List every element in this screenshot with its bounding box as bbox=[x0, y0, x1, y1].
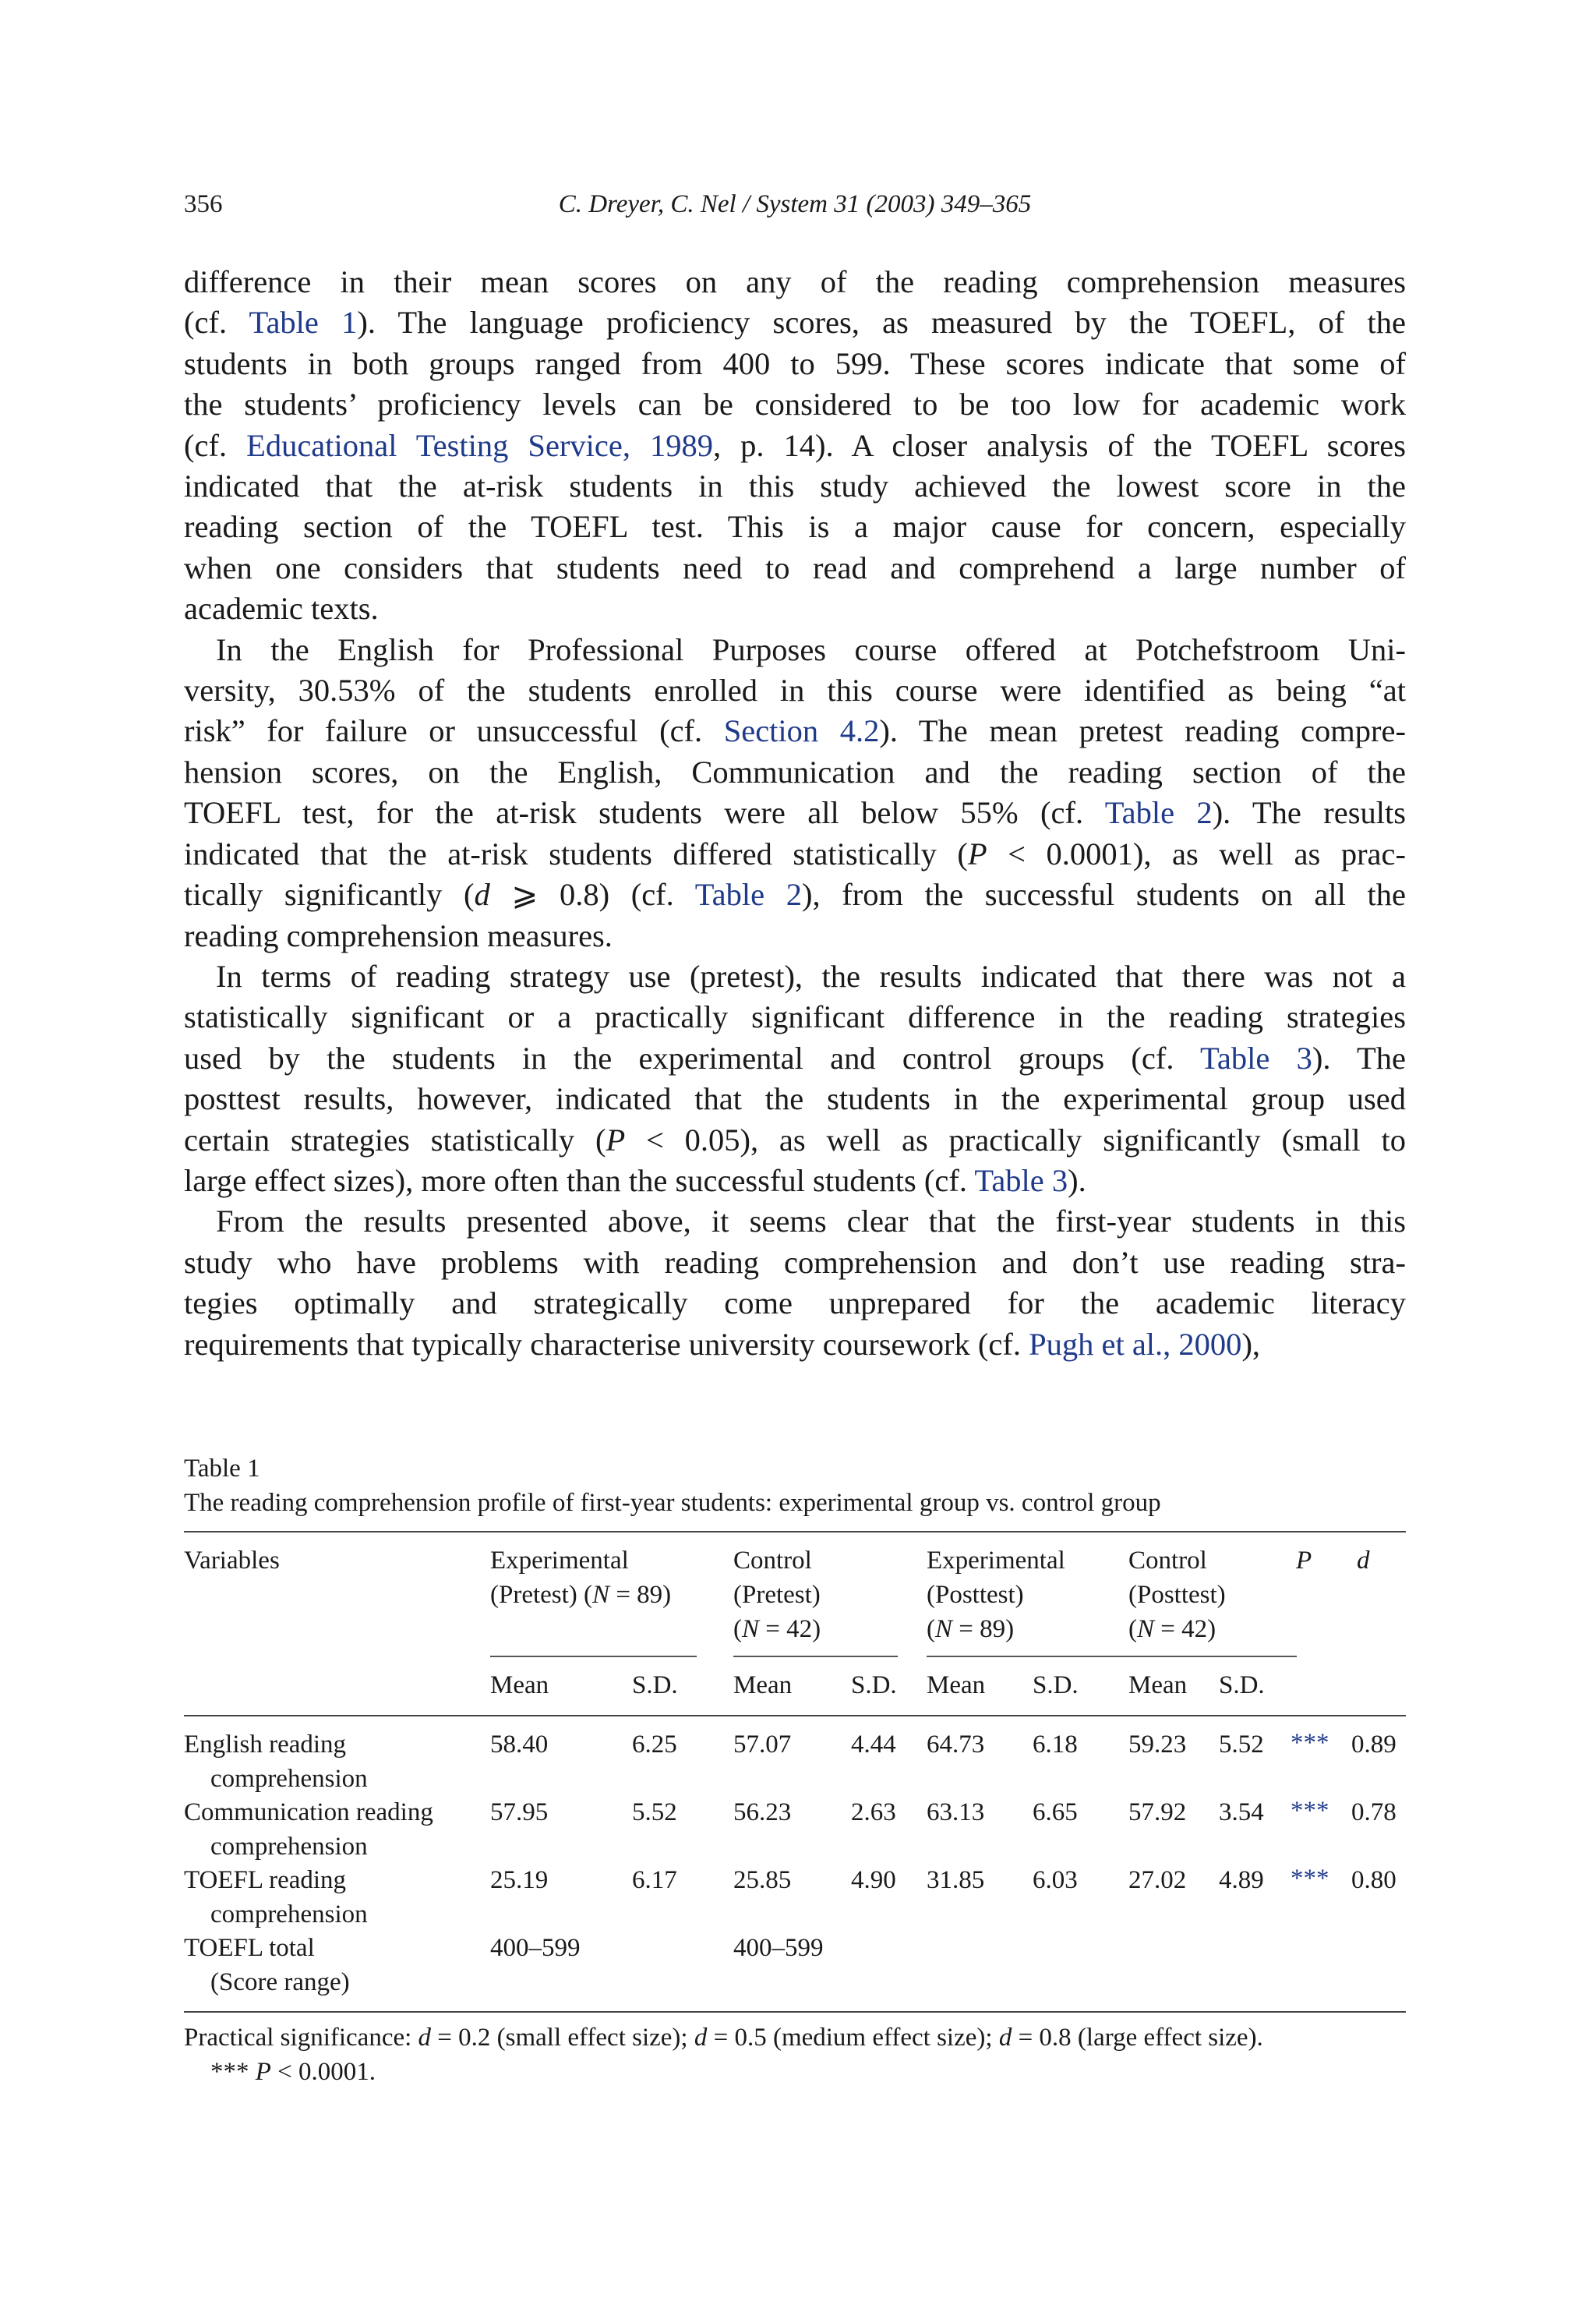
table-notes bbox=[184, 2020, 1406, 2089]
column-header-group: Experimental bbox=[927, 1547, 1065, 1575]
table-label: Table 1 bbox=[184, 1455, 260, 1483]
text-line: hension scores, on the English, Communication and the reading section of the bbox=[184, 754, 1406, 790]
group-underline bbox=[1128, 1656, 1297, 1657]
text-line: difference in their mean scores on any of the reading comprehension measures bbox=[184, 264, 1406, 299]
column-header-sd: S.D. bbox=[851, 1671, 897, 1699]
cross-reference-link[interactable]: Pugh et al., 2000 bbox=[1029, 1326, 1242, 1362]
table-cell-value: 6.25 bbox=[632, 1730, 677, 1759]
column-header-variables: Variables bbox=[184, 1547, 280, 1575]
table-cell-value: 56.23 bbox=[733, 1798, 792, 1826]
text-line: From the results presented above, it seems clear that the first-year students in this bbox=[216, 1204, 1406, 1239]
text-line: posttest results, however, indicated that the students in the experimental group used bbox=[184, 1081, 1406, 1117]
table-note: *** P < 0.0001. bbox=[210, 2058, 376, 2086]
column-header-mean: Mean bbox=[927, 1671, 986, 1699]
cross-reference-link[interactable]: Table 3 bbox=[1200, 1040, 1312, 1076]
text-line: In the English for Professional Purposes course offered at Potchefstroom Uni- bbox=[216, 631, 1406, 667]
table-1 bbox=[184, 1451, 1406, 2086]
cross-reference-link[interactable]: Educational Testing Service, 1989 bbox=[246, 427, 713, 463]
table-row-variable: comprehension bbox=[210, 1900, 368, 1928]
column-header-d: d bbox=[1357, 1547, 1370, 1575]
column-header-sd: S.D. bbox=[1219, 1671, 1265, 1699]
table-cell-value: 31.85 bbox=[927, 1866, 985, 1894]
table-cell-value: 5.52 bbox=[632, 1798, 677, 1826]
table-cell-value: 6.65 bbox=[1033, 1798, 1078, 1826]
column-header-group: (Posttest) bbox=[927, 1581, 1024, 1609]
table-cell-value: 400–599 bbox=[490, 1934, 581, 1962]
table-row-variable: TOEFL reading bbox=[184, 1866, 347, 1894]
table-cell-value: 4.44 bbox=[851, 1730, 896, 1759]
table-cell-value: 6.18 bbox=[1033, 1730, 1078, 1759]
table-top-rule bbox=[184, 1531, 1406, 1532]
column-header-group: (N = 42) bbox=[733, 1615, 821, 1643]
text-line: indicated that the at-risk students differed statistically (P < 0.0001), as well as prac- bbox=[184, 836, 1406, 871]
italic-symbol: P bbox=[967, 836, 987, 871]
column-header-group: Control bbox=[733, 1547, 812, 1575]
text-line: used by the students in the experimental and control groups (cf. Table 3). The bbox=[184, 1040, 1406, 1076]
table-bottom-rule bbox=[184, 2011, 1406, 2013]
table-cell-value: 4.90 bbox=[851, 1866, 896, 1894]
text-line: study who have problems with reading comprehension and don’t use reading stra- bbox=[184, 1244, 1406, 1280]
column-header-mean: Mean bbox=[490, 1671, 549, 1699]
table-cell-value: 63.13 bbox=[927, 1798, 985, 1826]
column-header-group: (Posttest) bbox=[1128, 1581, 1226, 1609]
cross-reference-link[interactable]: Table 1 bbox=[249, 305, 358, 341]
significance-stars: *** bbox=[1291, 1729, 1329, 1757]
table-cell-effect-size: 0.89 bbox=[1351, 1730, 1396, 1759]
table-cell-value: 400–599 bbox=[733, 1934, 824, 1962]
text-line: academic texts. bbox=[184, 591, 379, 627]
text-line: certain strategies statistically (P < 0.05), as well as practically significantly (small to bbox=[184, 1122, 1406, 1158]
column-header-group: (Pretest) bbox=[733, 1581, 821, 1609]
table-row-variable: comprehension bbox=[210, 1833, 368, 1861]
table-cell-value: 59.23 bbox=[1128, 1730, 1187, 1759]
table-cell-value: 25.19 bbox=[490, 1866, 549, 1894]
group-underline bbox=[490, 1656, 697, 1657]
significance-stars: *** bbox=[1291, 1797, 1329, 1825]
table-row-variable: Communication reading bbox=[184, 1798, 433, 1826]
table-note: Practical significance: d = 0.2 (small effect size); d = 0.5 (medium effect size); d = 0.8 (large effect size). bbox=[184, 2024, 1263, 2052]
significance-stars: *** bbox=[1291, 1865, 1329, 1893]
table-cell-value: 2.63 bbox=[851, 1798, 896, 1826]
text-line: In terms of reading strategy use (pretest), the results indicated that there was not a bbox=[216, 958, 1406, 994]
table-cell-value: 27.02 bbox=[1128, 1866, 1187, 1894]
table-row-variable: English reading bbox=[184, 1730, 347, 1759]
table-cell-value: 6.17 bbox=[632, 1866, 677, 1894]
italic-symbol: d bbox=[474, 877, 490, 913]
column-header-group: (N = 89) bbox=[927, 1615, 1015, 1643]
text-line: versity, 30.53% of the students enrolled in this course were identified as being “at bbox=[184, 673, 1406, 709]
table-cell-value: 58.40 bbox=[490, 1730, 549, 1759]
column-header-p: P bbox=[1296, 1547, 1312, 1575]
column-header-group: Control bbox=[1128, 1547, 1207, 1575]
table-cell-value: 4.89 bbox=[1219, 1866, 1264, 1894]
text-line: the students’ proficiency levels can be considered to be too low for academic work bbox=[184, 387, 1406, 422]
text-line: when one considers that students need to read and comprehend a large number of bbox=[184, 550, 1406, 585]
column-header-group: (N = 42) bbox=[1128, 1615, 1216, 1643]
column-header-mean: Mean bbox=[733, 1671, 793, 1699]
table-header-rule bbox=[184, 1715, 1406, 1716]
table-cell-value: 57.92 bbox=[1128, 1798, 1187, 1826]
cross-reference-link[interactable]: Table 3 bbox=[974, 1162, 1068, 1198]
paragraph bbox=[184, 956, 1406, 1201]
cross-reference-link[interactable]: Section 4.2 bbox=[723, 713, 880, 749]
text-line: TOEFL test, for the at-risk students were all below 55% (cf. Table 2). The results bbox=[184, 795, 1406, 831]
cross-reference-link[interactable]: Table 2 bbox=[1104, 795, 1213, 831]
text-line: reading comprehension measures. bbox=[184, 917, 613, 953]
group-underline bbox=[927, 1656, 1134, 1657]
text-line: (cf. Table 1). The language proficiency scores, as measured by the TOEFL, of the bbox=[184, 305, 1406, 341]
text-line: large effect sizes), more often than the successful students (cf. Table 3). bbox=[184, 1162, 1086, 1198]
text-line: indicated that the at-risk students in this study achieved the lowest score in the bbox=[184, 468, 1406, 504]
text-line: reading section of the TOEFL test. This is a major cause for concern, especially bbox=[184, 509, 1406, 545]
column-header-mean: Mean bbox=[1128, 1671, 1188, 1699]
text-line: requirements that typically characterise university coursework (cf. Pugh et al., 2000), bbox=[184, 1326, 1261, 1362]
text-line: risk” for failure or unsuccessful (cf. Section 4.2). The mean pretest reading compre- bbox=[184, 713, 1407, 749]
table-cell-value: 25.85 bbox=[733, 1866, 792, 1894]
column-header-group: Experimental bbox=[490, 1547, 629, 1575]
table-cell-value: 64.73 bbox=[927, 1730, 985, 1759]
table-cell-value: 5.52 bbox=[1219, 1730, 1264, 1759]
table-cell-value: 57.07 bbox=[733, 1730, 792, 1759]
table-caption: The reading comprehension profile of first-year students: experimental group vs. control group bbox=[184, 1489, 1161, 1517]
paragraph bbox=[184, 630, 1406, 956]
table-row-variable: (Score range) bbox=[210, 1968, 350, 1996]
group-underline bbox=[733, 1656, 898, 1657]
table-cell-effect-size: 0.78 bbox=[1351, 1798, 1396, 1826]
table-row-variable: TOEFL total bbox=[184, 1934, 315, 1962]
page-number: 356 bbox=[184, 190, 223, 218]
text-line: statistically significant or a practically significant difference in the reading strategies bbox=[184, 999, 1406, 1035]
body-text bbox=[184, 262, 1406, 1365]
text-line: tically significantly (d ⩾ 0.8) (cf. Table 2), from the successful students on all the bbox=[184, 877, 1406, 913]
table-row-variable: comprehension bbox=[210, 1765, 368, 1793]
running-title: C. Dreyer, C. Nel / System 31 (2003) 349–365 bbox=[558, 190, 1032, 218]
text-line: students in both groups ranged from 400 to 599. These scores indicate that some of bbox=[184, 345, 1406, 381]
table-cell-effect-size: 0.80 bbox=[1351, 1866, 1396, 1894]
text-line: tegies optimally and strategically come unprepared for the academic literacy bbox=[184, 1285, 1406, 1321]
table-cell-value: 3.54 bbox=[1219, 1798, 1264, 1826]
paragraph bbox=[184, 1201, 1406, 1365]
table-cell-value: 57.95 bbox=[490, 1798, 549, 1826]
column-header-group: (Pretest) (N = 89) bbox=[490, 1581, 672, 1609]
text-line: (cf. Educational Testing Service, 1989, p. 14). A closer analysis of the TOEFL scores bbox=[184, 427, 1406, 463]
paragraph bbox=[184, 262, 1406, 630]
running-header bbox=[184, 187, 1406, 221]
table-cell-value: 6.03 bbox=[1033, 1866, 1078, 1894]
italic-symbol: P bbox=[606, 1122, 626, 1158]
column-header-sd: S.D. bbox=[1033, 1671, 1079, 1699]
cross-reference-link[interactable]: Table 2 bbox=[694, 877, 802, 913]
column-header-sd: S.D. bbox=[632, 1671, 678, 1699]
